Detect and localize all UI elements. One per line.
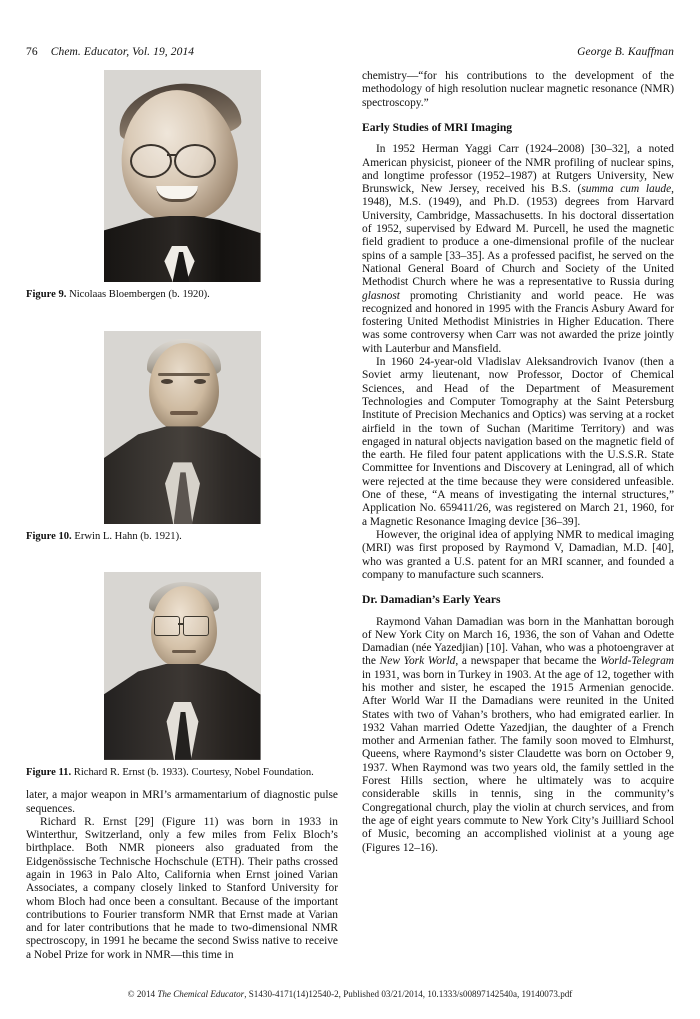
footer-identifiers: , S1430-4171(14)12540-2, Published 03/21/2014, 10.1333/s00897142540a, 19140073.pdf xyxy=(244,989,573,999)
figure-10-caption xyxy=(26,531,338,543)
right-paragraph-continued: chemistry—“for his contributions to the development of the methodology of high resolution nuclear magnetic resonance (NMR) spectroscopy.” xyxy=(362,70,674,109)
damadian-italic-new-york-world: New York World xyxy=(379,655,456,668)
photo-glasses-right xyxy=(183,616,209,636)
photo-mouth xyxy=(170,411,198,415)
figure-11-caption xyxy=(26,767,338,779)
left-paragraph-1: later, a major weapon in MRI’s armamentarium of diagnostic pulse sequences. xyxy=(26,789,338,815)
figure-11-label: Figure 11. xyxy=(26,766,72,778)
damadian-italic-world-telegram: World-Telegram xyxy=(600,655,674,668)
photo-glasses-bridge xyxy=(178,623,184,625)
paragraph-damadian-early-years xyxy=(362,616,674,855)
heading-early-studies-of-mri-imaging: Early Studies of MRI Imaging xyxy=(362,120,513,134)
carr-italic-summa-cum-laude: summa cum laude xyxy=(581,183,672,196)
figure-11-caption-text: Richard R. Ernst (b. 1933). Courtesy, Nobel Foundation. xyxy=(73,766,314,778)
article-author: George B. Kauffman xyxy=(577,46,674,58)
left-paragraph-2: Richard R. Ernst [29] (Figure 11) was born in 1933 in Winterthur, Switzerland, only a few miles from Felix Bloch’s birthplace. Both NMR pioneers also graduated from the Eidgenössische Technische Hochschule (ETH). Their paths crossed again in 1963 in Palo Alto, California when Ernst joined Varian Associates, a company closely linked to Stanford University for whom Bloch had once been a consultant. Because of the important contributions to Fourier transform NMR that Ernst made at Varian and for later contributions that he made to two-dimensional NMR spectroscopy, in 1991 he became the second Swiss native to receive a Nobel Prize for work in NMR—this time in xyxy=(26,815,338,961)
figure-9-caption xyxy=(26,289,338,301)
figure-11-photo xyxy=(104,572,261,760)
journal-citation: Chem. Educator, Vol. 19, 2014 xyxy=(50,46,195,58)
photo-glasses-bridge xyxy=(167,154,176,156)
carr-text-a: In 1952 Herman Yaggi Carr (1924–2008) [30–32], a noted American physicist, pioneer of the NMR profiling of nuclear spins, and longtime professor (1952–1987) at Rutgers University, New Brunswick, New Jersey, received his B.S. ( xyxy=(362,143,674,196)
footer-year: 2014 xyxy=(136,989,156,999)
photo-head xyxy=(149,343,219,431)
footer-journal-name: The Chemical Educator xyxy=(157,989,245,999)
figure-9-caption-text: Nicolaas Bloembergen (b. 1920). xyxy=(69,289,210,300)
damadian-text-c: in 1931, was born in Turkey in 1903. At the age of 12, together with his mother and sister, he escaped the 1915 Armenian genocide. After World War II the Damadians were reunited in the United States with two of Vahan’s brothers, who had emigrated earlier. In 1932 Vahan married Odette Yazedjian, the daughter of a French mother and Armenian father. The family soon moved to Elmhurst, Queens, where Raymond’s sister Claudette was born on October 9, 1937. When Raymond was two years old, the family settled in the Forest Hills section, where he ultimately was to acquire considerable skills in tennis, sing in the community’s Congregational church, play the violin at church services, and from the age of eight years commute to New York City’s Juilliard School of Music, becoming an accomplished violinist at a young age (Figures 12–16). xyxy=(362,668,674,854)
photo-glasses-left xyxy=(130,144,172,178)
copyright-icon: © xyxy=(127,989,135,999)
left-column xyxy=(26,70,338,962)
running-head xyxy=(26,44,674,60)
figure-9-label: Figure 9. xyxy=(26,289,67,300)
photo-glasses-right xyxy=(174,144,216,178)
figure-9 xyxy=(26,70,338,301)
carr-text-c: promoting Christianity and world peace. He was recognized and honored in 1995 with the Francis Asbury Award for fostering United Methodist Ministries in Higher Education. There was some controversy when Carr was not awarded the prize jointly with Lauterbur and Mansfield. xyxy=(362,289,674,355)
page-footer xyxy=(26,989,674,1000)
page-number: 76 xyxy=(26,46,38,58)
heading-dr-damadians-early-years: Dr. Damadian’s Early Years xyxy=(362,593,501,607)
photo-brow xyxy=(158,373,210,376)
figure-10-caption-text: Erwin L. Hahn (b. 1921). xyxy=(74,531,182,543)
figure-10 xyxy=(26,331,338,543)
carr-italic-glasnost: glasnost xyxy=(362,289,400,302)
damadian-text-b: , a newspaper that became the xyxy=(455,655,601,668)
figure-11 xyxy=(26,572,338,779)
right-column xyxy=(362,70,674,855)
photo-mouth xyxy=(172,650,196,653)
paragraph-vladislav-ivanov: In 1960 24-year-old Vladislav Aleksandrovich Ivanov (then a Soviet army lieutenant, now Professor, Doctor of Chemical Sciences, and Head of the Department of Measurement Technologies and Computer Tomography at the Saint Petersburg Institute of Precision Mechanics and Optics) was serving at a rocket airfield in the town of Suchan (Maritime Territory) and was engaged in natural objects navigation based on the magnetic field of the earth. He filed four patent applications with the U.S.S.R. State Committee for Inventions and Discovery at Leningrad, all of which were rejected at the time because they were considered unfeasible. One of these, “A means of investigating the internal structures,” Application No. 659411/26, was registered on March 21, 1960, for a Magnetic Resonance Imaging device [36–39]. xyxy=(362,356,674,528)
figure-10-label: Figure 10. xyxy=(26,531,72,543)
photo-glasses-left xyxy=(154,616,180,636)
paragraph-herman-carr xyxy=(362,143,674,356)
figure-10-photo xyxy=(104,331,261,524)
carr-text-b: , 1948), M.S. (1949), and Ph.D. (1953) degrees from Harvard University, Cambridge, Massachusetts. In his doctoral dissertation of 1952, supervised by Edward M. Purcell, he used the magnetic field gradient to produce a one-dimensional profile of the nuclear spins of a sample [33–35]. As a professed pacifist, he served on the National General Board of Church and Society of the United Methodist Church where he was a representative to Russia during xyxy=(362,183,674,289)
damadian-text-a: Raymond Vahan Damadian was born in the Manhattan borough of New York City on March 16, 1936, the son of Vahan and Odette Damadian (née Yazedjian) [10]. Vahan, who was a photoengraver at the xyxy=(362,615,674,668)
paragraph-damadian-intro: However, the original idea of applying NMR to medical imaging (MRI) was first proposed by Raymond V, Damadian, M.D. [40], who was granted a U.S. patent for an MRI scanner, and founded a company to manufacture such scanners. xyxy=(362,528,674,581)
figure-9-photo xyxy=(104,70,261,282)
